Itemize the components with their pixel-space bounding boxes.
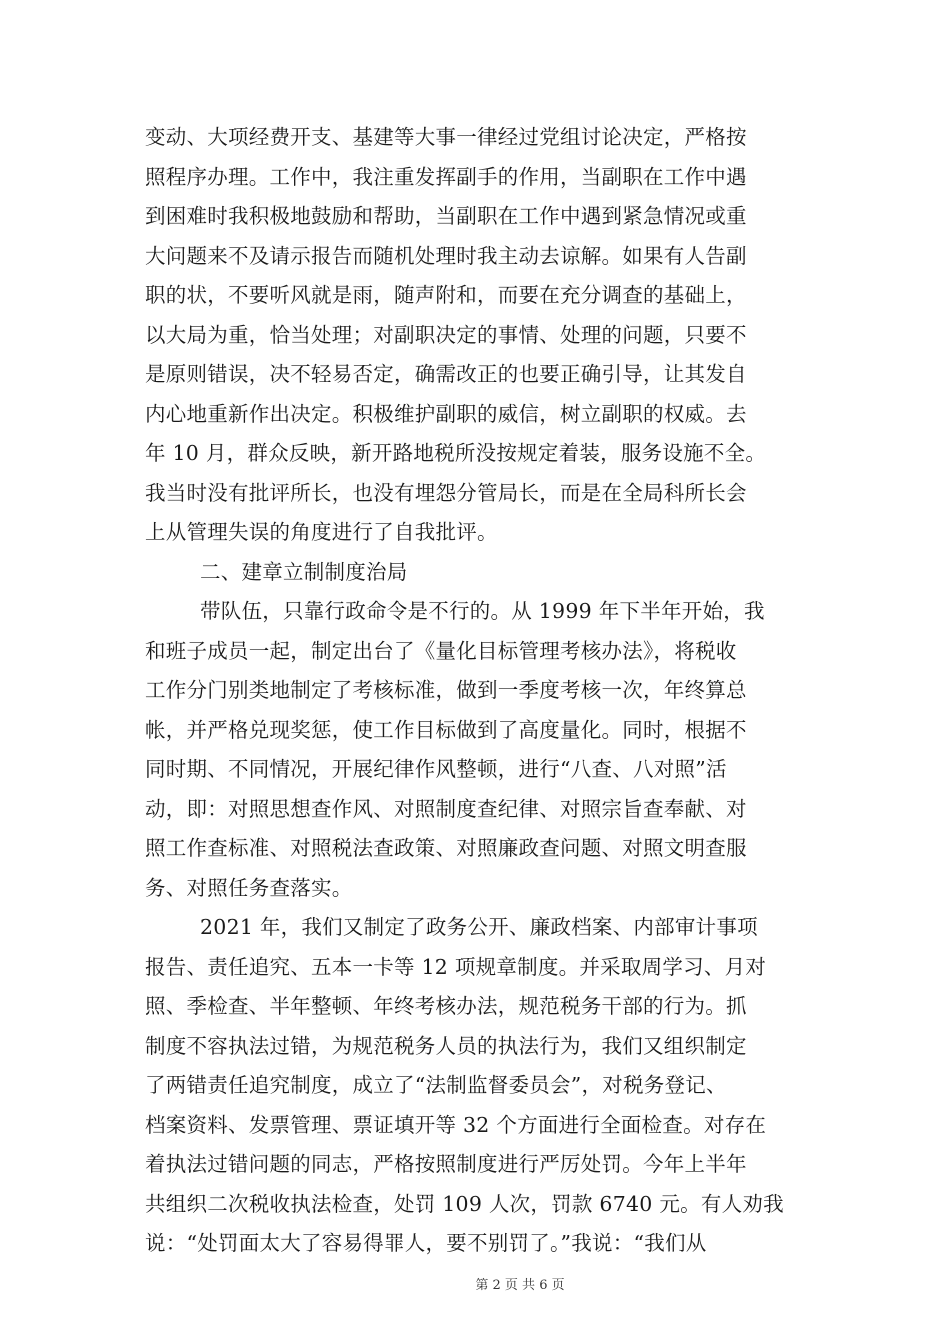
paragraph-1 bbox=[145, 118, 805, 553]
text-line: 带队伍，只靠行政命令是不行的。从 1999 年下半年开始，我 bbox=[200, 599, 765, 623]
text-line: 职的状，不要听风就是雨，随声附和，而要在充分调查的基础上， bbox=[145, 283, 747, 307]
text-line: 制度不容执法过错，为规范税务人员的执法行为，我们又组织制定 bbox=[145, 1033, 747, 1058]
text-line: 照程序办理。工作中，我注重发挥副手的作用，当副职在工作中遇 bbox=[145, 164, 747, 189]
text-line: 共组织二次税收执法检查，处罚 109 人次，罚款 6740 元。有人劝我 bbox=[145, 1191, 784, 1216]
text-line: 着执法过错问题的同志，严格按照制度进行严厉处罚。今年上半年 bbox=[145, 1152, 747, 1176]
text-line: 帐，并严格兑现奖惩，使工作目标做到了高度量化。同时，根据不 bbox=[145, 717, 747, 742]
text-line: 档案资料、发票管理、票证填开等 32 个方面进行全面检查。对存在 bbox=[145, 1112, 767, 1137]
text-line: 报告、责任追究、五本一卡等 12 项规章制度。并采取周学习、月对 bbox=[145, 954, 767, 979]
text-line: 照工作查标准、对照税法查政策、对照廉政查问题、对照文明查服 bbox=[145, 836, 747, 860]
text-line: 年 10 月，群众反映，新开路地税所没按规定着装，服务设施不全。 bbox=[145, 441, 767, 465]
text-line: 大问题来不及请示报告而随机处理时我主动去谅解。如果有人告副 bbox=[145, 243, 747, 268]
text-line: 说：“处罚面太大了容易得罪人，要不别罚了。”我说：“我们从 bbox=[145, 1231, 707, 1255]
text-line: 照、季检查、半年整顿、年终考核办法，规范税务干部的行为。抓 bbox=[145, 994, 747, 1018]
paragraph-2 bbox=[145, 592, 805, 908]
text-line: 2021 年，我们又制定了政务公开、廉政档案、内部审计事项 bbox=[200, 915, 758, 939]
text-line: 动，即：对照思想查作风、对照制度查纪律、对照宗旨查奉献、对 bbox=[145, 796, 747, 821]
paragraph-3 bbox=[145, 908, 805, 1264]
text-line: 内心地重新作出决定。积极维护副职的威信，树立副职的权威。去 bbox=[145, 401, 747, 426]
text-line: 同时期、不同情况，开展纪律作风整顿，进行“八查、八对照”活 bbox=[145, 757, 727, 781]
text-line: 工作分门别类地制定了考核标准，做到一季度考核一次，年终算总 bbox=[145, 678, 747, 702]
text-line: 务、对照任务查落实。 bbox=[145, 875, 353, 900]
text-line: 了两错责任追究制度，成立了“法制监督委员会”，对税务登记、 bbox=[145, 1073, 727, 1097]
text-line: 变动、大项经费开支、基建等大事一律经过党组讨论决定，严格按 bbox=[145, 125, 747, 149]
page-number-footer: 第 2 页 共 6 页 bbox=[475, 1278, 565, 1293]
text-line: 以大局为重，恰当处理；对副职决定的事情、处理的问题，只要不 bbox=[145, 322, 747, 347]
text-line: 到困难时我积极地鼓励和帮助，当副职在工作中遇到紧急情况或重 bbox=[145, 204, 747, 228]
text-line: 是原则错误，决不轻易否定，确需改正的也要正确引导，让其发自 bbox=[145, 362, 747, 386]
section-heading: 二、建章立制制度治局 bbox=[200, 559, 408, 584]
text-line: 我当时没有批评所长，也没有埋怨分管局长，而是在全局科所长会 bbox=[145, 480, 747, 505]
text-line: 上从管理失误的角度进行了自我批评。 bbox=[145, 520, 498, 544]
text-line: 和班子成员一起，制定出台了《量化目标管理考核办法》，将税收 bbox=[145, 638, 737, 663]
document-body bbox=[145, 118, 805, 1264]
